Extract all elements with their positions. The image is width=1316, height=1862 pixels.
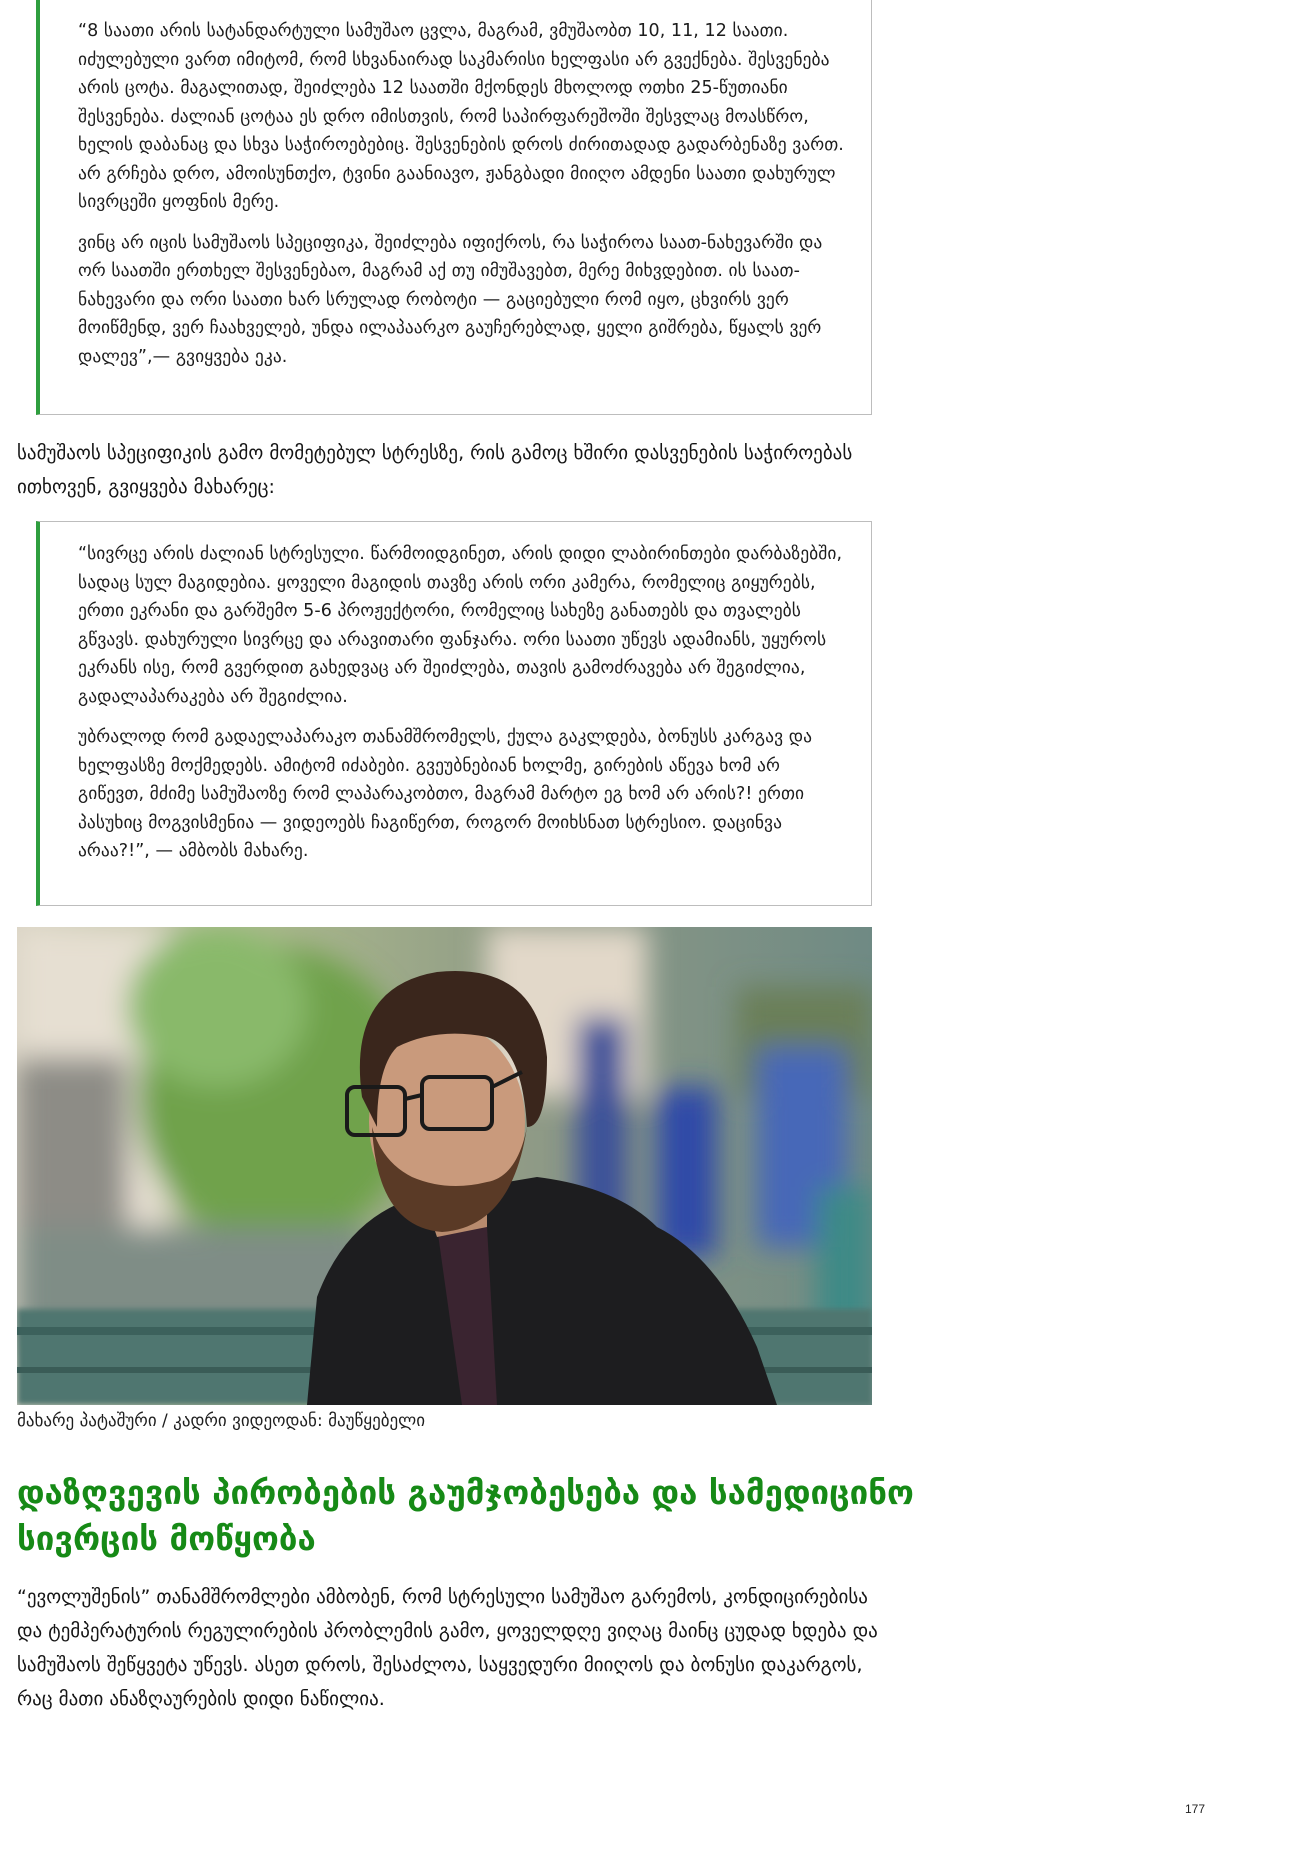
body-paragraph-closing: “ევოლუშენის” თანამშრომლები ამბობენ, რომ სტრესული სამუშაო გარემოს, კონდიცირებისა და ტემპერატურის რეგულირების პრობლემის გამო, ყოველდღე ვიღაც მაინც ცუდად ხდება და სამუშაოს შეწყვეტა უწევს. ასეთ დროს, შესაძლოა, საყვედური მიიღოს და ბონუსი დაკარგოს, რაც მათი ანაზღაურების დიდი ნაწილია. [17, 1586, 878, 1710]
quote-paragraph: “8 საათი არის სატანდარტული სამუშაო ცვლა, მაგრამ, ვმუშაობთ 10, 11, 12 საათი. იძულებული ვართ იმიტომ, რომ სხვანაირად საკმარისი ხელფასი არ გვექნება. შესვენება არის ცოტა. მაგალითად, შეიძლება 12 საათში მქონდეს მხოლოდ ოთხი 25-წუთიანი შესვენება. ძალიან ცოტაა ეს დრო იმისთვის, რომ საპირფარეშოში შესვლაც მოასწრო, ხელის დაბანაც და სხვა საჭიროებებიც. შესვენების დროს ძირითადად გადარბენაზე ვართ. არ გრჩება დრო, ამოისუნთქო, ტვინი გაანიავო, ჟანგბადი მიიღო ამდენი საათი დახურულ სივრცეში ყოფნის მერე. [78, 21, 844, 212]
portrait-photo [17, 927, 872, 1405]
quote-paragraph: “სივრცე არის ძალიან სტრესული. წარმოიდგინეთ, არის დიდი ლაბირინთები დარბაზებში, სადაც სულ მაგიდებია. ყოველი მაგიდის თავზე არის ორი კამერა, რომელიც გიყურებს, ერთი ეკრანი და გარშემო 5-6 პროჟექტორი, რომელიც სახეზე განათებს და თვალებს გწვავს. დახურული სივრცე და არავითარი ფანჯარა. ორი საათი უწევს ადამიანს, უყუროს ეკრანს ისე, რომ გვერდით გახედვაც არ შეიძლება, თავის გამოძრავება არ შეგიძლია, გადალაპარაკება არ შეგიძლია. [78, 544, 843, 707]
quote-paragraph: ვინც არ იცის სამუშაოს სპეციფიკა, შეიძლება იფიქროს, რა საჭიროა საათ-ნახევარში და ორ საათში ერთხელ შესვენებაო, მაგრამ აქ თუ იმუშავებთ, მერე მიხვდებით. ის საათ-ნახევარი და ორი საათი ხარ სრულად რობოტი — გაციებული რომ იყო, ცხვირს ვერ მოიწმენდ, ვერ ჩაახველებ, უნდა ილაპაარკო გაუჩერებლად, ყელი გიშრება, წყალს ვერ დალევ”,— გვიყვება ეკა. [78, 232, 823, 367]
blockquote-makhare [36, 521, 872, 906]
section-heading: დაზღვევის პირობების გაუმჯობესება და სამედიცინო სივრცის მოწყობა [17, 1473, 914, 1558]
blockquote-eka [36, 0, 872, 415]
photo-illustration [17, 927, 872, 1405]
page-number: 177 [1185, 1802, 1206, 1816]
body-paragraph-intro: სამუშაოს სპეციფიკის გამო მომეტებულ სტრესზე, რის გამოც ხშირი დასვენების საჭიროებას ითხოვენ, გვიყვება მახარეც: [17, 442, 853, 498]
quote-paragraph: უბრალოდ რომ გადაელაპარაკო თანამშრომელს, ქულა გაკლდება, ბონუსს კარგავ და ხელფასზე მოქმედებს. ამიტომ იძაბები. გვეუბნებიან ხოლმე, გირების აწევა ხომ არ გიწევთ, მძიმე სამუშაოზე რომ ლაპარაკობთო, მაგრამ მარტო ეგ ხომ არ არის?! ერთი პასუხიც მოგვისმენია — ვიდეოებს ჩაგიწერთ, როგორ მოიხსნათ სტრესიო. დაცინვა არაა?!”, — ამბობს მახარე. [78, 727, 813, 861]
photo-caption: მახარე პატაშური / კადრი ვიდეოდან: მაუწყებელი [17, 1411, 426, 1431]
